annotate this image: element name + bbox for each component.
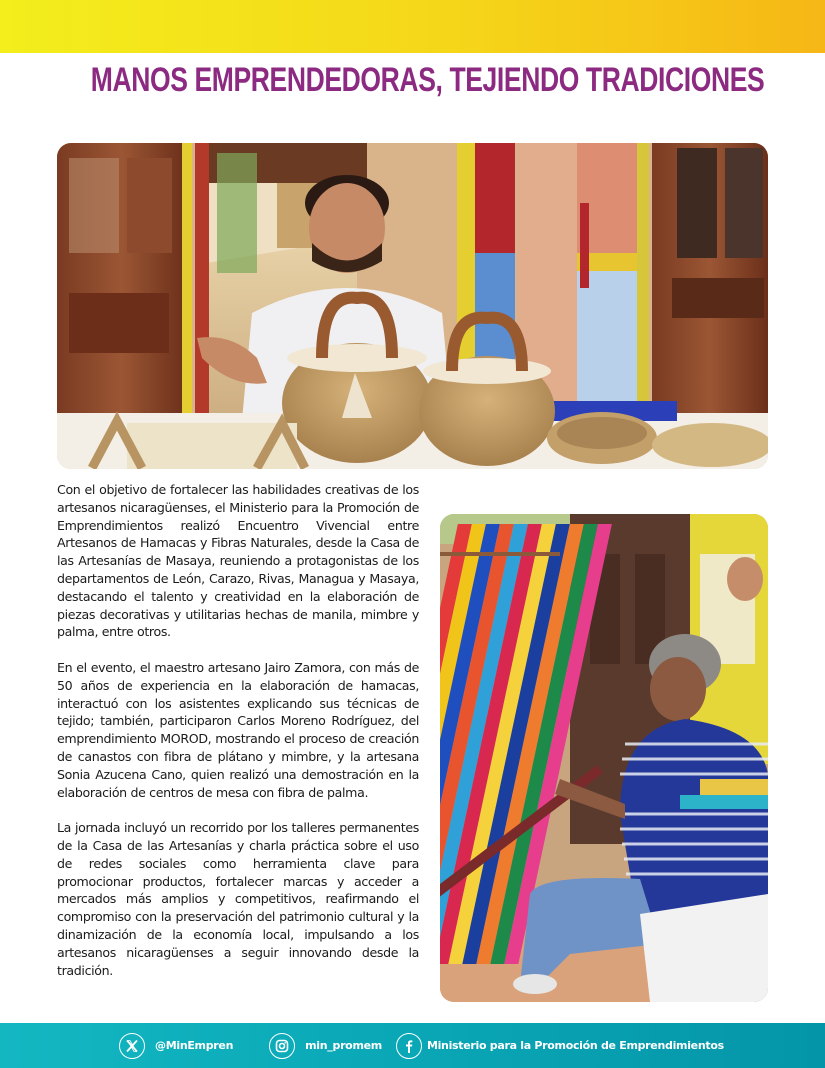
article-body [57,481,419,979]
article-paragraph: La jornada incluyó un recorrido por los talleres permanentes de la Casa de las Artesanías y charla práctica sobre el uso de redes sociales como herramienta clave para promocionar productos, fortalecer marcas y acceder a mercados más amplios y competitivos, reafirmando el compromiso con la preservación del patrimonio cultural y la dinamización de la economía local, impulsando a los artesanos nicaragüenses a seguir innovando desde la tradición. [57,820,419,978]
social-x-handle: @MinEmpren [155,1039,234,1052]
instagram-icon [269,1033,295,1059]
social-facebook-name: Ministerio para la Promoción de Emprendimientos [426,1039,724,1052]
page-title: MANOS EMPRENDEDORAS, TEJIENDO TRADICIONES [90,61,765,99]
photo-hammock-weaver-illustration [440,514,768,1002]
photo-hammock-weaver [440,514,768,1002]
photo-artisan-baskets [57,143,768,469]
social-instagram-handle: min_promem [305,1039,382,1052]
article-paragraph: Con el objetivo de fortalecer las habilidades creativas de los artesanos nicaragüenses, el Ministerio para la Promoción de Emprendimientos realizó Encuentro Vivencial entre Artesanos de Hamacas y Fibras Naturales, desde la Casa de las Artesanías de Masaya, reuniendo a protagonistas de los departamentos de León, Carazo, Rivas, Managua y Masaya, destacando el talento y creatividad en la elaboración de piezas decorativas y utilitarias hechas de manila, mimbre y palma, entre otros. [57,482,419,640]
x-icon [119,1033,145,1059]
social-x-link[interactable] [119,1033,233,1059]
article-paragraph: En el evento, el maestro artesano Jairo Zamora, con más de 50 años de experiencia en la elaboración de hamacas, interactuó con los asistentes explicando sus técnicas de tejido; también, participaron Carlos Moreno Rodríguez, del emprendimiento MOROD, mostrando el proceso de creación de canastos con fibra de plátano y mimbre, y la artesana Sonia Azucena Cano, quien realizó una demostración en la elaboración de centros de mesa con fibra de palma. [57,659,419,800]
social-facebook-link[interactable] [396,1033,724,1059]
social-instagram-link[interactable] [269,1033,382,1059]
header-band [0,0,825,53]
footer-social-bar [0,1023,825,1068]
facebook-icon [396,1033,422,1059]
photo-artisan-baskets-illustration [57,143,768,469]
